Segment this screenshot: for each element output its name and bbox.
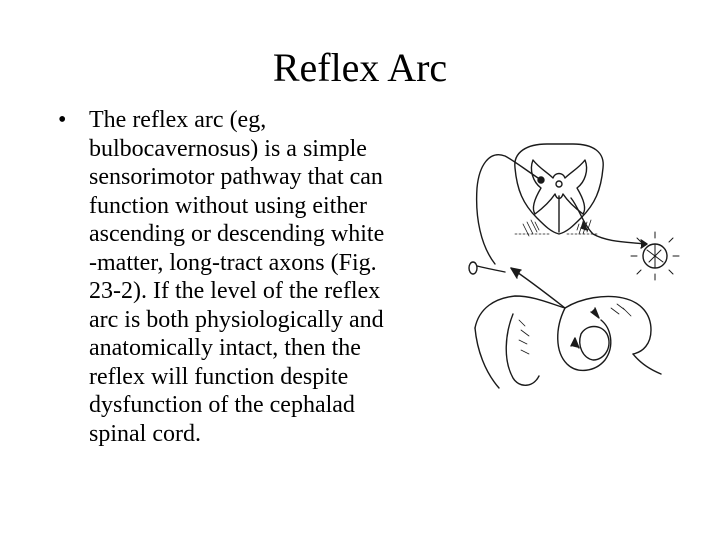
bullet-text xyxy=(89,106,384,448)
bullet-line: sensorimotor pathway that can xyxy=(89,164,383,190)
bullet-line: -matter, long-tract axons (Fig. xyxy=(89,249,377,276)
reflex-arc-figure xyxy=(455,138,685,398)
bullet-icon: • xyxy=(58,107,67,133)
pelvic-outline xyxy=(475,296,651,354)
efferent-fiber xyxy=(571,198,645,244)
central-canal xyxy=(556,181,562,187)
bullet-line: spinal cord. xyxy=(89,420,201,447)
bullet-line: dysfunction of the cephalad xyxy=(89,392,355,418)
bullet-line: bulbocavernosus) is a simple xyxy=(89,135,367,162)
bullet-line: reflex will function despite xyxy=(89,363,349,390)
reflex-arc-diagram-icon xyxy=(455,138,685,398)
slide-title: Reflex Arc xyxy=(272,45,448,90)
bullet-line: 23-2). If the level of the reflex xyxy=(89,278,381,304)
bullet-line: function without using either xyxy=(89,192,367,219)
bullet-line: ascending or descending white xyxy=(89,221,385,247)
bullet-line: The reflex arc (eg, xyxy=(89,107,267,133)
dorsal-root-ganglion xyxy=(469,262,477,274)
bullet-line: anatomically intact, then the xyxy=(89,335,361,361)
bullet-line: arc is both physiologically and xyxy=(89,306,384,333)
